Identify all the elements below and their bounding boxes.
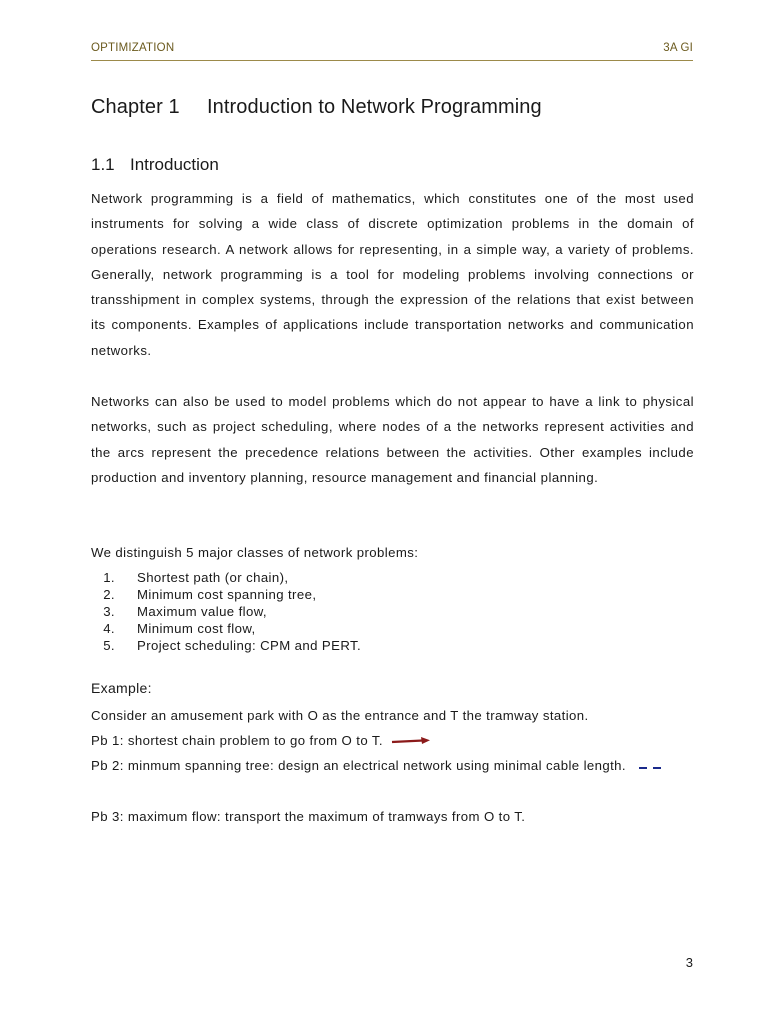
chapter-title: Introduction to Network Programming xyxy=(207,96,542,118)
running-header xyxy=(91,42,693,62)
example-heading: Example: xyxy=(91,680,152,696)
header-class-label: 3A GI xyxy=(663,42,693,54)
list-item: 3. Maximum value flow, xyxy=(103,604,267,619)
chapter-number: Chapter 1 xyxy=(91,96,180,118)
section-number: 1.1 xyxy=(91,155,115,174)
page-number: 3 xyxy=(685,955,693,970)
example-pb2 xyxy=(91,753,694,779)
list-item: 1. Shortest path (or chain), xyxy=(103,570,289,585)
section-heading xyxy=(91,155,219,175)
paragraph-network-models: Networks can also be used to model problems which do not appear to have a link to physical networks, such as project scheduling, where nodes of a the networks represent activities and the arcs represent the precedence relations between the activities. Other examples include production and inventory planning, resource management and financial planning. xyxy=(91,394,694,485)
chapter-heading xyxy=(91,96,542,119)
list-item: 4. Minimum cost flow, xyxy=(103,621,256,636)
header-course-title: OPTIMIZATION xyxy=(91,42,175,54)
pb2-text: Pb 2: minmum spanning tree: design an electrical network using minimal cable length. xyxy=(91,758,626,773)
example-pb1 xyxy=(91,728,694,754)
blue-dashed-line-icon xyxy=(638,754,664,779)
classes-intro: We distinguish 5 major classes of network problems: xyxy=(91,545,419,560)
example-pb3: Pb 3: maximum flow: transport the maximum of tramways from O to T. xyxy=(91,809,526,824)
problem-classes-list xyxy=(91,569,361,654)
list-item: 5. Project scheduling: CPM and PERT. xyxy=(103,638,362,653)
pb1-text: Pb 1: shortest chain problem to go from O to T. xyxy=(91,733,383,748)
header-rule xyxy=(91,60,693,61)
paragraph-network-programming: Network programming is a field of mathematics, which constitutes one of the most used instruments for solving a wide class of discrete optimization problems in the domain of operations research. A network allows for representing, in a simple way, a variety of problems. Generally, network programming is a tool for modeling problems involving connections or transshipment in complex systems, through the expression of the relations that exist between its components. Examples of applications include transportation networks and communication networks. xyxy=(91,191,694,358)
section-title: Introduction xyxy=(130,155,219,174)
list-item: 2. Minimum cost spanning tree, xyxy=(103,587,317,602)
red-arrow-icon xyxy=(391,729,431,754)
example-intro: Consider an amusement park with O as the entrance and T the tramway station. xyxy=(91,708,589,723)
